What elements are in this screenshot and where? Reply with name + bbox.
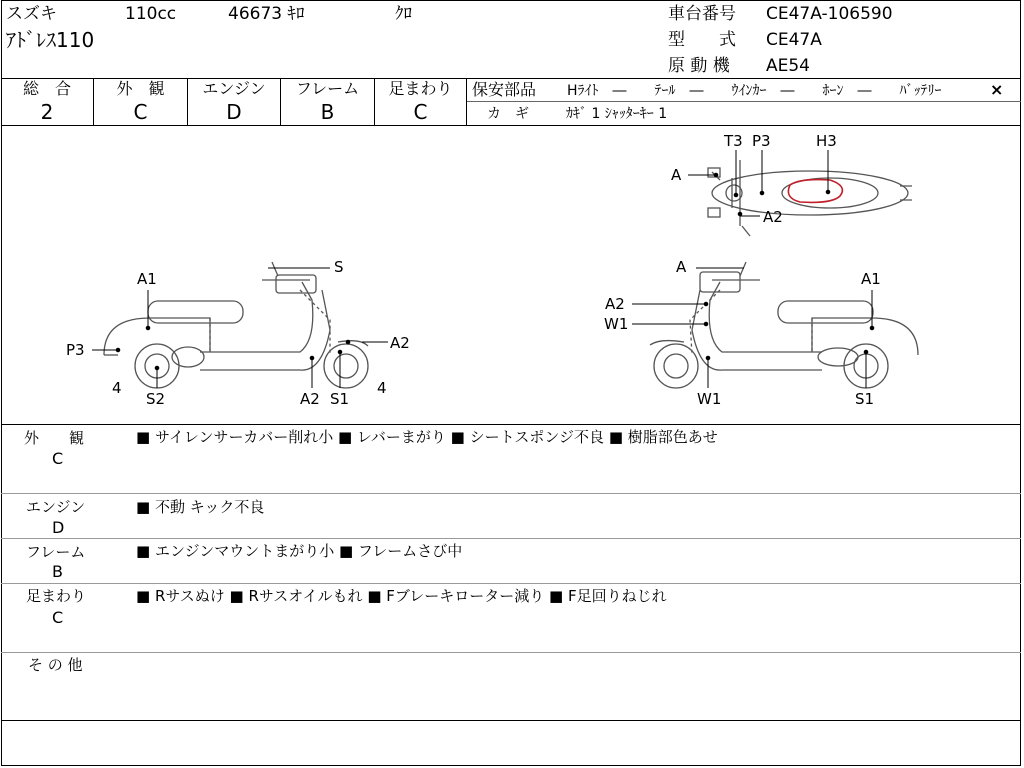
label-a2-left: A2 <box>390 334 410 352</box>
label-a2-top: A2 <box>763 208 783 226</box>
divider <box>1 652 1021 653</box>
remark-engine-grade: D <box>52 518 65 537</box>
grade-engine-label: エンジン <box>202 79 266 98</box>
type-value: CE47A <box>766 30 822 50</box>
label-w1-right: W1 <box>697 390 722 408</box>
label-a2-right: A2 <box>605 295 625 313</box>
grade-total-value: 2 <box>40 100 54 124</box>
key-value: ｶｷﾞ 1 ｼｬｯﾀｰｷｰ 1 <box>566 106 668 122</box>
grade-suspension-label: 足まわり <box>388 79 453 98</box>
grade-engine-value: D <box>226 100 242 124</box>
maker: スズキ <box>6 4 57 24</box>
remark-suspension-text: ■ Rサスぬけ ■ Rサスオイルもれ ■ Fブレーキローター減り ■ F足回りねじれ <box>136 587 667 605</box>
label-4-right-of-left: 4 <box>377 379 387 397</box>
model-name: ｱﾄﾞﾚｽ110 <box>6 28 95 52</box>
engine-value: AE54 <box>766 56 811 76</box>
frame-no: CE47A-106590 <box>766 4 893 24</box>
grade-frame-label: フレーム <box>295 79 360 98</box>
divider <box>1 493 1021 494</box>
label-4-left: 4 <box>112 379 122 397</box>
grade-total-label: 総 合 <box>22 79 71 98</box>
divider <box>1 583 1021 584</box>
remark-other-label: そ の 他 <box>28 656 83 674</box>
remark-exterior-grade: C <box>52 449 64 468</box>
safety-items: Hﾗｲﾄ ― ﾃｰﾙ ― ｳｲﾝｶｰ ― ﾎｰﾝ ― ﾊﾞｯﾃﾘｰ <box>567 83 942 99</box>
label-a1-left: A1 <box>137 270 157 288</box>
remark-exterior-label: 外 観 <box>24 429 85 447</box>
remark-engine-text: ■ 不動 キック不良 <box>136 498 265 516</box>
color: ｸﾛ <box>395 4 412 24</box>
damage-mark-h3 <box>788 180 842 203</box>
grade-frame-value: B <box>320 100 335 124</box>
grade-exterior-value: C <box>133 100 148 124</box>
remark-frame-grade: B <box>52 562 63 581</box>
label-p3-top: P3 <box>752 132 771 150</box>
remark-exterior-text: ■ サイレンサーカバー削れ小 ■ レバーまがり ■ シートスポンジ不良 ■ 樹脂部色あせ <box>136 428 718 446</box>
frame-no-label: 車台番号 <box>668 4 736 24</box>
remark-suspension-label: 足まわり <box>26 587 87 605</box>
remark-engine-label: エンジン <box>26 498 86 516</box>
label-p3-left: P3 <box>66 341 85 359</box>
remark-suspension-grade: C <box>52 608 64 627</box>
label-a2-bottom-left: A2 <box>300 390 320 408</box>
label-s-left: S <box>334 258 344 276</box>
type-label: 型 式 <box>668 30 736 50</box>
displacement: 110cc <box>125 4 177 24</box>
remark-frame-label: フレーム <box>26 543 86 561</box>
top-view-scooter-sketch <box>708 160 912 236</box>
battery-mark: × <box>990 80 1004 99</box>
label-s1-left: S1 <box>330 390 350 408</box>
grade-exterior-label: 外 観 <box>116 79 165 98</box>
label-a-right: A <box>676 258 687 276</box>
label-a1-right: A1 <box>861 270 881 288</box>
engine-label: 原 動 機 <box>668 56 730 76</box>
divider <box>1 720 1021 721</box>
label-h3-top: H3 <box>816 132 837 150</box>
label-s2-left: S2 <box>146 390 166 408</box>
label-t3-top: T3 <box>724 132 743 150</box>
remark-frame-text: ■ エンジンマウントまがり小 ■ フレームさび中 <box>136 542 463 560</box>
label-a-top: A <box>671 166 682 184</box>
mileage: 46673 ｷﾛ <box>228 4 305 24</box>
safety-label: 保安部品 <box>472 80 537 99</box>
grade-suspension-value: C <box>413 100 428 124</box>
key-label: カ ギ <box>487 106 529 122</box>
divider <box>1 538 1021 539</box>
label-s1-right: S1 <box>855 390 875 408</box>
label-w1-right-upper: W1 <box>604 315 629 333</box>
